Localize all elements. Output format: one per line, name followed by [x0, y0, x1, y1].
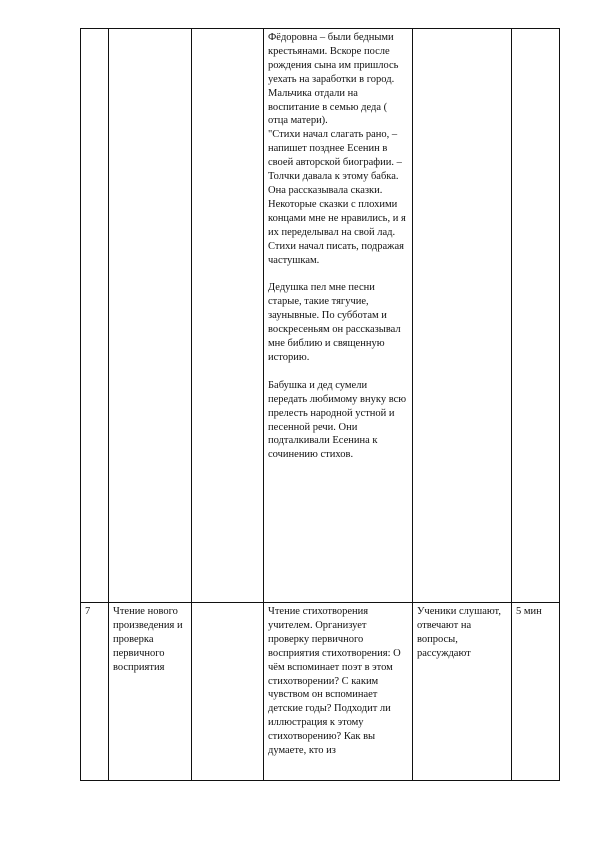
teacher-text-paragraph: "Стихи начал слагать рано, – напишет позднее Есенин в своей авторской биографии. – Толчки давала к этому бабка. Она рассказывала сказки. Некоторые сказки с плохими концами мне не нравились, и я их переделывал на свой лад. Стихи начал писать, подражая частушкам. [268, 129, 406, 266]
lesson-plan-table [80, 28, 560, 781]
teacher-text-paragraph: Дедушка пел мне песни старые, такие тягучие, заунывные. По субботам и воскресеньям он рассказывал мне библию и священную историю. [268, 282, 401, 363]
cell-student-activity [413, 29, 512, 603]
teacher-text-paragraph: Бабушка и дед сумели передать любимому внуку всю прелесть народной устной и песенной речи. Они подталкивали Есенина к сочинению стихов. [268, 379, 407, 461]
teacher-text-paragraph: Фёдоровна – были бедными крестьянами. Вскоре после рождения сына им пришлось уехать на заработки в город. Мальчика отдали на воспитание в семью деда ( отца матери). [268, 32, 399, 127]
lesson-stage: Чтение нового произведения и проверка первичного восприятия [109, 603, 192, 781]
stage-time: 5 мин [512, 603, 560, 781]
student-activity: Ученики слушают, отвечают на вопросы, рассуждают [413, 603, 512, 781]
cell-teacher-activity [264, 29, 413, 603]
row-number: 7 [81, 603, 109, 781]
cell-methods [192, 603, 264, 781]
cell-methods [192, 29, 264, 603]
table-row-7 [81, 603, 560, 781]
cell-number [81, 29, 109, 603]
cell-time [512, 29, 560, 603]
cell-stage [109, 29, 192, 603]
table-row-continued [81, 29, 560, 603]
teacher-activity: Чтение стихотворения учителем. Организует проверку первичного восприятия стихотворения: О чём вспоминает поэт в этом стихотворении? С каким чувством он вспоминает детские годы? Подходит ли иллюстрация к этому стихотворению? Как вы думаете, кто из [264, 603, 413, 781]
